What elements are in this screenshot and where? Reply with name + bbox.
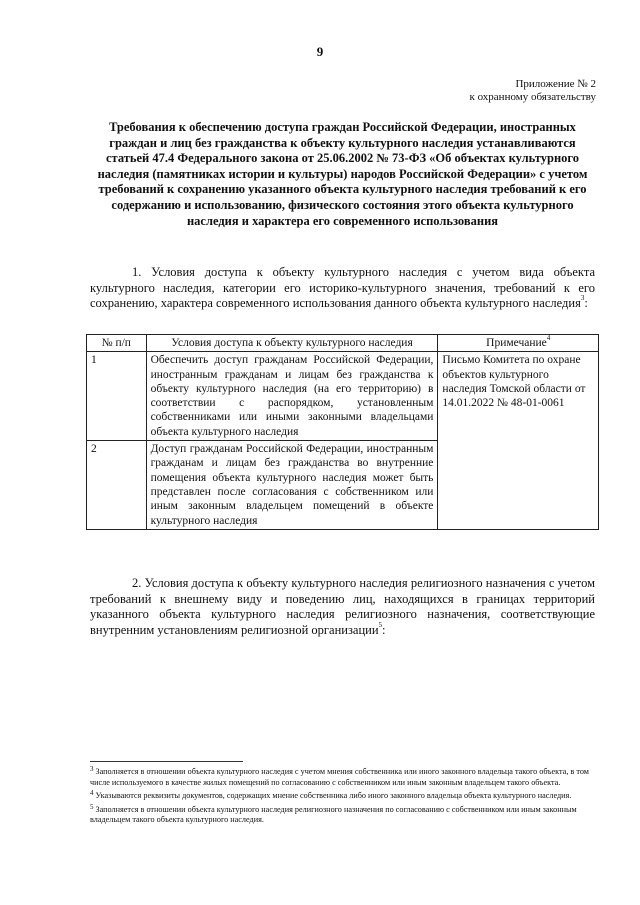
footnote-4	[90, 791, 595, 802]
row-2-conditions: Доступ гражданам Российской Федерации, иностранным гражданам и лицам без гражданства во внутренние помещения объекта культурного наследия может быть представлен после согласования с собственником или иным законным владельцем помещений в объекте культурного наследия	[146, 441, 438, 530]
footnote-5-mark: 5	[90, 802, 94, 811]
table-row	[87, 352, 599, 441]
section-1-tail: :	[584, 296, 588, 311]
appendix-line-1: Приложение № 2	[515, 78, 596, 90]
footnotes	[90, 767, 595, 829]
appendix-line-2: к охранному обязательству	[469, 91, 596, 103]
section-1-paragraph	[90, 265, 595, 312]
access-conditions-table	[86, 334, 599, 530]
header-conditions: Условия доступа к объекту культурного наследия	[146, 335, 438, 352]
appendix-header	[469, 78, 596, 104]
header-num: № п/п	[87, 335, 147, 352]
table-header-row	[87, 335, 599, 352]
row-1-num: 1	[87, 352, 147, 441]
header-note	[438, 335, 599, 352]
footnote-3-text: Заполняется в отношении объекта культурного наследия с учетом мнения собственника или иного законного владельца такого объекта, в том числе используемого в качестве жилых помещений по согласованию с собственником или иным законным владельцем такого объекта.	[90, 767, 589, 787]
footnote-3-mark: 3	[90, 765, 94, 773]
footnote-5-text: Заполняется в отношении объекта культурного наследия религиозного назначения по согласованию с собственником или иным законным владельцем такого объекта культурного наследия.	[90, 804, 577, 824]
section-2-tail: :	[382, 623, 386, 638]
row-1-conditions: Обеспечить доступ гражданам Российской Федерации, иностранным гражданам и лицам без гражданства к объекту культурного наследия (на его территорию) в соответствии с распорядком, установленным собственниками или иными законными владельцами объекта культурного наследия	[146, 352, 438, 441]
header-note-label: Примечание	[486, 337, 547, 349]
section-2-paragraph	[90, 576, 595, 639]
row-1-note: Письмо Комитета по охране объектов культурного наследия Томской области от 14.01.2022 № 48-01-0061	[438, 352, 599, 530]
footnote-separator	[90, 761, 243, 762]
section-2-text: 2. Условия доступа к объекту культурного наследия религиозного назначения с учетом требований к внешнему виду и поведению лиц, находящихся в границах территорий указанного объекта культурного наследия религиозного назначения, соответствующие внутренним установлениям религиозной организации	[90, 576, 595, 638]
footnote-4-mark: 4	[90, 789, 94, 797]
footnote-5	[90, 802, 595, 826]
document-title: Требования к обеспечению доступа граждан Российской Федерации, иностранных граждан и лиц без гражданства к объекту культурного наследия устанавливаются статьей 47.4 Федерального закона от 25.06.2002 № 73-ФЗ «Об объектах культурного наследия (памятниках истории и культуры) народов Российской Федерации» с учетом требований к сохранению указанного объекта культурного наследия требований к его содержанию и использованию, физического состояния этого объекта культурного наследия и характера его современного использования	[97, 120, 588, 228]
row-2-num: 2	[87, 441, 147, 530]
footnote-ref-4: 4	[546, 334, 551, 342]
section-1-text: 1. Условия доступа к объекту культурного наследия с учетом вида объекта культурного наследия, категории его историко-культурного значения, требований к его сохранению, характера современного использования данного объекта культурного наследия	[90, 265, 595, 311]
footnote-3	[90, 767, 595, 788]
footnote-ref-3: 3	[580, 294, 585, 303]
footnote-4-text: Указываются реквизиты документов, содержащих мнение собственника либо иного законного владельца объекта культурного наследия.	[93, 791, 572, 800]
footnote-ref-5: 5	[378, 621, 383, 630]
page-number: 9	[316, 44, 324, 59]
